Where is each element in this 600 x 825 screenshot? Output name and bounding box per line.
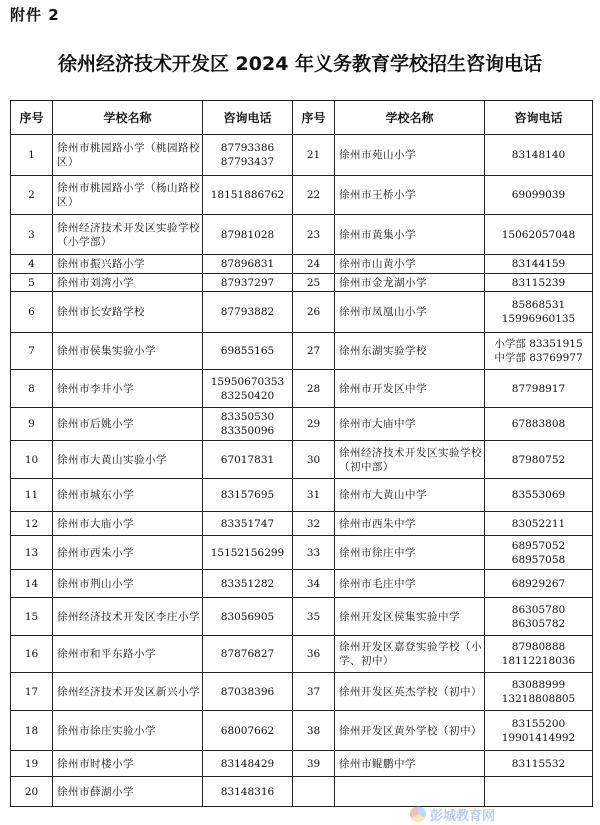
- phone-number: 87798917: [485, 370, 593, 408]
- school-name: [335, 777, 485, 807]
- school-name: 徐州市长安路学校: [53, 292, 203, 333]
- phone-number: 83148316: [203, 777, 293, 807]
- school-name: 徐州市大庙小学: [53, 512, 203, 536]
- header-name: 学校名称: [53, 101, 203, 135]
- school-name: 徐州开发区嘉登实验学校（小学、初中）: [335, 636, 485, 673]
- school-name: 徐州市桃园路小学（桃园路校区）: [53, 135, 203, 176]
- phone-number: 86305780 86305782: [485, 598, 593, 636]
- table-row: [11, 441, 593, 479]
- phone-number: 87981028: [203, 215, 293, 255]
- school-number: 17: [11, 673, 53, 711]
- phone-number: 83351282: [203, 570, 293, 598]
- school-name: 徐州市山黄小学: [335, 255, 485, 274]
- school-number: 25: [293, 274, 335, 292]
- school-number: 19: [11, 751, 53, 777]
- school-number: 2: [11, 176, 53, 215]
- school-number: 37: [293, 673, 335, 711]
- header-num: 序号: [11, 101, 53, 135]
- watermark-text: 彭城教育网: [430, 808, 496, 824]
- phone-number: 15152156299: [203, 536, 293, 570]
- school-name: 徐州市城东小学: [53, 479, 203, 512]
- table-row: [11, 711, 593, 751]
- school-number: 30: [293, 441, 335, 479]
- school-name: 徐州市凤凰山小学: [335, 292, 485, 333]
- table-header-row: [11, 101, 593, 135]
- phone-number: 83088999 13218808805: [485, 673, 593, 711]
- school-number: 34: [293, 570, 335, 598]
- school-number: 7: [11, 333, 53, 370]
- phone-number: 69855165: [203, 333, 293, 370]
- contact-table: [10, 100, 593, 807]
- table-row: [11, 479, 593, 512]
- school-name: 徐州市大黄山实验小学: [53, 441, 203, 479]
- school-number: 22: [293, 176, 335, 215]
- school-number: 15: [11, 598, 53, 636]
- page-title: 徐州经济技术开发区 2024 年义务教育学校招生咨询电话: [57, 53, 543, 75]
- table-row: [11, 598, 593, 636]
- school-name: 徐州市桃园路小学（杨山路校区）: [53, 176, 203, 215]
- phone-number: 83056905: [203, 598, 293, 636]
- phone-number: 83115532: [485, 751, 593, 777]
- school-number: 16: [11, 636, 53, 673]
- table-row: [11, 274, 593, 292]
- phone-number: 83144159: [485, 255, 593, 274]
- school-name: 徐州市荆山小学: [53, 570, 203, 598]
- school-number: 36: [293, 636, 335, 673]
- school-name: 徐州开发区黄外学校（初中）: [335, 711, 485, 751]
- school-name: 徐州市大黄山中学: [335, 479, 485, 512]
- table-row: [11, 370, 593, 408]
- school-name: 徐州市王桥小学: [335, 176, 485, 215]
- phone-number: 18151886762: [203, 176, 293, 215]
- school-number: 18: [11, 711, 53, 751]
- school-name: 徐州市毛庄中学: [335, 570, 485, 598]
- table-row: [11, 215, 593, 255]
- school-number: 10: [11, 441, 53, 479]
- school-name: 徐州市苑山小学: [335, 135, 485, 176]
- school-number: 33: [293, 536, 335, 570]
- school-number: 24: [293, 255, 335, 274]
- phone-number: 87980888 18112218036: [485, 636, 593, 673]
- school-number: 6: [11, 292, 53, 333]
- header-phone: 咨询电话: [203, 101, 293, 135]
- school-number: 21: [293, 135, 335, 176]
- phone-number: 85868531 15996960135: [485, 292, 593, 333]
- school-number: 5: [11, 274, 53, 292]
- table-row: [11, 333, 593, 370]
- phone-number: [485, 777, 593, 807]
- school-number: [293, 777, 335, 807]
- header-name: 学校名称: [335, 101, 485, 135]
- table-row: [11, 292, 593, 333]
- table-row: [11, 512, 593, 536]
- watermark: [410, 804, 590, 824]
- school-number: 1: [11, 135, 53, 176]
- phone-number: 87937297: [203, 274, 293, 292]
- school-name: 徐州市时楼小学: [53, 751, 203, 777]
- school-name: 徐州市刘湾小学: [53, 274, 203, 292]
- school-number: 28: [293, 370, 335, 408]
- school-name: 徐州开发区英杰学校（初中）: [335, 673, 485, 711]
- phone-number: 83148140: [485, 135, 593, 176]
- school-number: 23: [293, 215, 335, 255]
- school-name: 徐州市西朱小学: [53, 536, 203, 570]
- header-phone: 咨询电话: [485, 101, 593, 135]
- table-row: [11, 536, 593, 570]
- phone-number: 83115239: [485, 274, 593, 292]
- school-number: 12: [11, 512, 53, 536]
- school-name: 徐州市黄集小学: [335, 215, 485, 255]
- school-number: 38: [293, 711, 335, 751]
- phone-number: 69099039: [485, 176, 593, 215]
- school-name: 徐州经济技术开发区新兴小学: [53, 673, 203, 711]
- header-num: 序号: [293, 101, 335, 135]
- school-name: 徐州市徐庄中学: [335, 536, 485, 570]
- phone-number: 83157695: [203, 479, 293, 512]
- phone-number: 87793882: [203, 292, 293, 333]
- table-row: [11, 255, 593, 274]
- school-name: 徐州市振兴路小学: [53, 255, 203, 274]
- school-number: 35: [293, 598, 335, 636]
- phone-number: 83553069: [485, 479, 593, 512]
- school-number: 20: [11, 777, 53, 807]
- school-name: 徐州市李井小学: [53, 370, 203, 408]
- school-name: 徐州开发区侯集实验中学: [335, 598, 485, 636]
- school-name: 徐州市鲲鹏中学: [335, 751, 485, 777]
- school-name: 徐州经济技术开发区李庄小学: [53, 598, 203, 636]
- school-number: 39: [293, 751, 335, 777]
- phone-number: 67017831: [203, 441, 293, 479]
- school-number: 8: [11, 370, 53, 408]
- school-number: 3: [11, 215, 53, 255]
- school-number: 14: [11, 570, 53, 598]
- school-name: 徐州市薛湖小学: [53, 777, 203, 807]
- school-number: 29: [293, 408, 335, 441]
- school-number: 32: [293, 512, 335, 536]
- phone-number: 83052211: [485, 512, 593, 536]
- school-name: 徐州市西朱中学: [335, 512, 485, 536]
- pengcheng-logo-icon: [410, 806, 426, 822]
- phone-number: 87896831: [203, 255, 293, 274]
- phone-number: 68929267: [485, 570, 593, 598]
- phone-number: 83148429: [203, 751, 293, 777]
- school-name: 徐州市后姚小学: [53, 408, 203, 441]
- school-name: 徐州市侯集实验小学: [53, 333, 203, 370]
- table-row: [11, 673, 593, 711]
- school-name: 徐州市和平东路小学: [53, 636, 203, 673]
- phone-number: 87038396: [203, 673, 293, 711]
- table-row: [11, 777, 593, 807]
- school-name: 徐州东湖实验学校: [335, 333, 485, 370]
- school-name: 徐州市金龙湖小学: [335, 274, 485, 292]
- school-name: 徐州经济技术开发区实验学校（初中部）: [335, 441, 485, 479]
- table-row: [11, 636, 593, 673]
- school-number: 4: [11, 255, 53, 274]
- school-name: 徐州市开发区中学: [335, 370, 485, 408]
- school-number: 26: [293, 292, 335, 333]
- phone-number: 67883808: [485, 408, 593, 441]
- phone-number: 87793386 87793437: [203, 135, 293, 176]
- school-name: 徐州经济技术开发区实验学校（小学部）: [53, 215, 203, 255]
- table-row: [11, 135, 593, 176]
- school-number: 9: [11, 408, 53, 441]
- table-row: [11, 570, 593, 598]
- table-row: [11, 751, 593, 777]
- phone-number: 87980752: [485, 441, 593, 479]
- phone-number: 15062057048: [485, 215, 593, 255]
- phone-number: 68007662: [203, 711, 293, 751]
- phone-number: 87876827: [203, 636, 293, 673]
- table-row: [11, 176, 593, 215]
- school-name: 徐州市徐庄实验小学: [53, 711, 203, 751]
- phone-number: 小学部 83351915 中学部 83769977: [485, 333, 593, 370]
- school-number: 13: [11, 536, 53, 570]
- school-number: 27: [293, 333, 335, 370]
- phone-number: 83351747: [203, 512, 293, 536]
- phone-number: 83350530 83350096: [203, 408, 293, 441]
- phone-number: 68957052 68957058: [485, 536, 593, 570]
- phone-number: 83155200 19901414992: [485, 711, 593, 751]
- school-number: 11: [11, 479, 53, 512]
- attachment-label: 附件 2: [10, 6, 60, 24]
- school-number: 31: [293, 479, 335, 512]
- phone-number: 15950670353 83250420: [203, 370, 293, 408]
- school-name: 徐州市大庙中学: [335, 408, 485, 441]
- table-row: [11, 408, 593, 441]
